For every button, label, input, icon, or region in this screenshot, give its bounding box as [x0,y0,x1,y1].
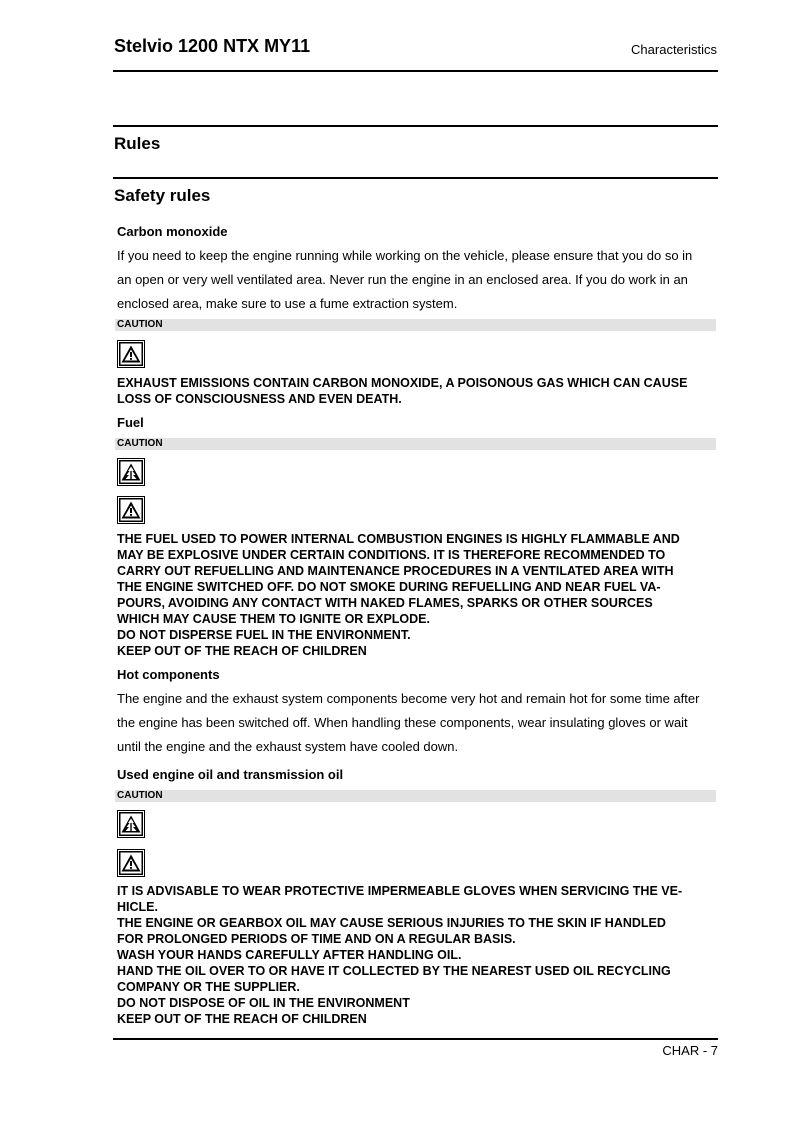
warning-triangle-icon [117,849,145,877]
text-line: until the engine and the exhaust system have cooled down. [117,739,459,754]
warning-line: THE ENGINE SWITCHED OFF. DO NOT SMOKE DURING REFUELLING AND NEAR FUEL VA- [117,580,661,594]
section-rule-safety [113,177,718,179]
subheading-used-oil: Used engine oil and transmission oil [117,767,344,782]
warning-line: CARRY OUT REFUELLING AND MAINTENANCE PROCEDURES IN A VENTILATED AREA WITH [117,564,674,578]
section-title-rules: Rules [114,134,161,153]
text-line: an open or very well ventilated area. Never run the engine in an enclosed area. If you do work in an [117,272,688,287]
caution-bar: CAUTION [115,790,716,802]
warning-line: LOSS OF CONSCIOUSNESS AND EVEN DEATH. [117,392,402,406]
warning-line: POURS, AVOIDING ANY CONTACT WITH NAKED FLAMES, SPARKS OR OTHER SOURCES [117,596,653,610]
subheading-fuel: Fuel [117,415,144,430]
warning-line: HAND THE OIL OVER TO OR HAVE IT COLLECTED BY THE NEAREST USED OIL RECYCLING [117,964,671,978]
warning-line: WASH YOUR HANDS CAREFULLY AFTER HANDLING OIL. [117,948,462,962]
environment-tree-icon [117,810,145,838]
warning-line: FOR PROLONGED PERIODS OF TIME AND ON A REGULAR BASIS. [117,932,516,946]
warning-text-fuel [117,531,714,659]
warning-line: WHICH MAY CAUSE THEM TO IGNITE OR EXPLODE. [117,612,430,626]
environment-tree-icon [117,458,145,486]
warning-line: THE ENGINE OR GEARBOX OIL MAY CAUSE SERIOUS INJURIES TO THE SKIN IF HANDLED [117,916,666,930]
text-line: the engine has been switched off. When handling these components, wear insulating gloves or wait [117,715,688,730]
warning-triangle-icon [117,340,145,368]
caution-bar: CAUTION [115,438,716,450]
text-line: enclosed area, make sure to use a fume extraction system. [117,296,458,311]
hot-paragraph [117,687,717,759]
section-title-safety-rules: Safety rules [114,186,211,205]
warning-line: EXHAUST EMISSIONS CONTAIN CARBON MONOXIDE, A POISONOUS GAS WHICH CAN CAUSE [117,376,688,390]
text-line: The engine and the exhaust system components become very hot and remain hot for some time after [117,691,700,706]
warning-line: KEEP OUT OF THE REACH OF CHILDREN [117,1012,367,1026]
warning-line: HICLE. [117,900,158,914]
carbon-paragraph [117,244,717,316]
warning-line: THE FUEL USED TO POWER INTERNAL COMBUSTION ENGINES IS HIGHLY FLAMMABLE AND [117,532,680,546]
text-line: If you need to keep the engine running while working on the vehicle, please ensure that you do so in [117,248,693,263]
page-number: CHAR - 7 [662,1043,718,1058]
section-rule-rules [113,125,718,127]
warning-line: COMPANY OR THE SUPPLIER. [117,980,300,994]
footer-rule [113,1038,718,1040]
warning-line: DO NOT DISPERSE FUEL IN THE ENVIRONMENT. [117,628,411,642]
subheading-hot-components: Hot components [117,667,220,682]
warning-line: IT IS ADVISABLE TO WEAR PROTECTIVE IMPERMEABLE GLOVES WHEN SERVICING THE VE- [117,884,683,898]
warning-line: DO NOT DISPOSE OF OIL IN THE ENVIRONMENT [117,996,410,1010]
warning-line: MAY BE EXPLOSIVE UNDER CERTAIN CONDITIONS. IT IS THEREFORE RECOMMENDED TO [117,548,666,562]
header-rule [113,70,718,72]
caution-bar: CAUTION [115,319,716,331]
warning-text-carbon [117,375,714,407]
warning-triangle-icon [117,496,145,524]
subheading-carbon-monoxide: Carbon monoxide [117,224,228,239]
chapter-name: Characteristics [631,42,717,57]
document-title: Stelvio 1200 NTX MY11 [114,36,311,56]
warning-line: KEEP OUT OF THE REACH OF CHILDREN [117,644,367,658]
warning-text-oil [117,883,714,1027]
